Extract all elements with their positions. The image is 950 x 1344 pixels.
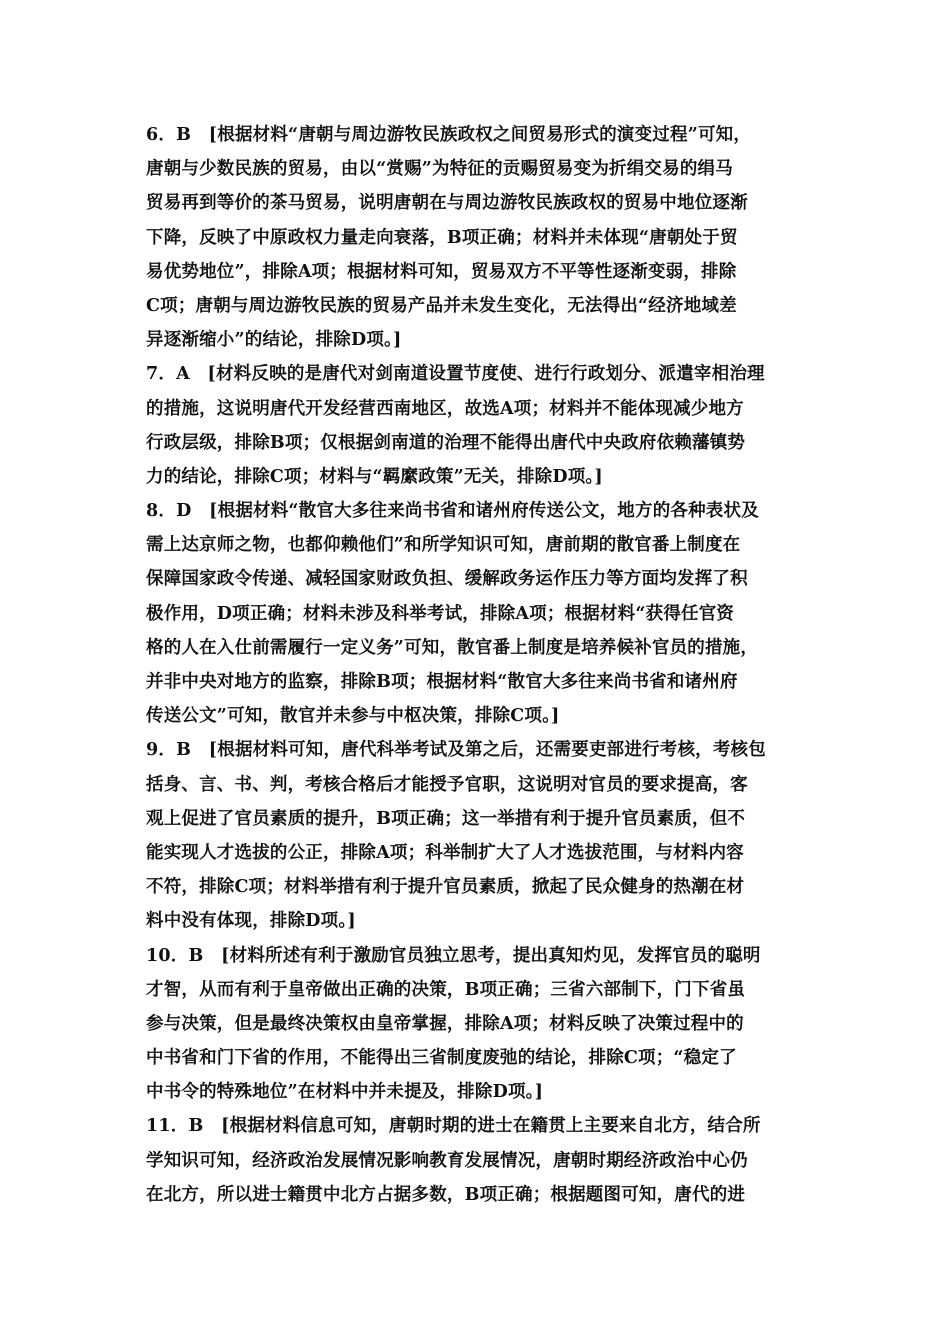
text-line: 括身、言、书、判，考核合格后才能授予官职，这说明对官员的要求提高，客 bbox=[146, 774, 748, 795]
text-line: 6．B [根据材料“唐朝与周边游牧民族政权之间贸易形式的演变过程”可知， bbox=[146, 125, 752, 145]
text-line: 并非中央对地方的监察，排除B项；根据材料“散官大多往来尚书省和诸州府 bbox=[146, 672, 738, 692]
text-line: 需上达京师之物，也都仰赖他们”和所学知识可知，唐前期的散官番上制度在 bbox=[146, 535, 741, 556]
text-line: 9．B [根据材料可知，唐代科举考试及第之后，还需要吏部进行考核，考核包 bbox=[146, 740, 766, 761]
text-line: 观上促进了官员素质的提升，B项正确；这一举措有利于提升官员素质，但不 bbox=[146, 808, 746, 829]
text-line: 7．A [材料反映的是唐代对剑南道设置节度使、进行行政划分、派遣宰相治理 bbox=[146, 364, 765, 385]
text-line: 唐朝与少数民族的贸易，由以“赏赐”为特征的贡赐贸易变为折绢交易的绢马 bbox=[146, 159, 733, 180]
answer-explanations bbox=[146, 118, 810, 1212]
text-line: 格的人在入仕前需履行一定义务”可知，散官番上制度是培养候补官员的措施， bbox=[146, 637, 759, 658]
text-line: 中书省和门下省的作用，不能得出三省制度废弛的结论，排除C项；“稳定了 bbox=[146, 1048, 737, 1069]
text-line: 学知识可知，经济政治发展情况影响教育发展情况，唐朝时期经济政治中心仍 bbox=[146, 1150, 748, 1171]
text-line: 极作用，D项正确；材料未涉及科举考试，排除A项；根据材料“获得任官资 bbox=[146, 603, 735, 624]
text-line: 料中没有体现，排除D项。] bbox=[146, 911, 356, 932]
text-line: 10．B [材料所述有利于激励官员独立思考，提出真知灼见，发挥官员的聪明 bbox=[146, 945, 761, 966]
text-line: 传送公文”可知，散官并未参与中枢决策，排除C项。] bbox=[146, 706, 560, 727]
text-line: 中书令的特殊地位”在材料中并未提及，排除D项。] bbox=[146, 1082, 544, 1103]
text-line: 易优势地位”，排除A项；根据材料可知，贸易双方不平等性逐渐变弱，排除 bbox=[146, 261, 737, 282]
text-line: 在北方，所以进士籍贯中北方占据多数，B项正确；根据题图可知，唐代的进 bbox=[146, 1184, 746, 1205]
text-line: 8．D [根据材料“散官大多往来尚书省和诸州府传送公文，地方的各种表状及 bbox=[146, 501, 759, 522]
text-line: 贸易再到等价的茶马贸易，说明唐朝在与周边游牧民族政权的贸易中地位逐渐 bbox=[146, 193, 748, 214]
text-line: 的措施，这说明唐代开发经营西南地区，故选A项；材料并不能体现减少地方 bbox=[146, 398, 744, 419]
text-line: 力的结论，排除C项；材料与“羁縻政策”无关，排除D项。] bbox=[146, 466, 603, 487]
text-line: 异逐渐缩小”的结论，排除D项。] bbox=[146, 330, 402, 351]
text-line: 参与决策，但是最终决策权由皇帝掌握，排除A项；材料反映了决策过程中的 bbox=[146, 1013, 744, 1034]
text-line: 行政层级，排除B项；仅根据剑南道的治理不能得出唐代中央政府依赖藩镇势 bbox=[146, 432, 746, 453]
text-line: 能实现人才选拔的公正，排除A项；科举制扩大了人才选拔范围，与材料内容 bbox=[146, 842, 744, 863]
text-line: 才智，从而有利于皇帝做出正确的决策，B项正确；三省六部制下，门下省虽 bbox=[146, 979, 746, 1000]
text-line: 保障国家政令传递、减轻国家财政负担、缓解政务运作压力等方面均发挥了积 bbox=[146, 569, 748, 590]
text-line: 下降，反映了中原政权力量走向衰落，B项正确；材料并未体现“唐朝处于贸 bbox=[146, 227, 738, 248]
text-line: C项；唐朝与周边游牧民族的贸易产品并未发生变化，无法得出“经济地域差 bbox=[146, 295, 737, 316]
text-line: 11．B [根据材料信息可知，唐朝时期的进士在籍贯上主要来自北方，结合所 bbox=[146, 1116, 761, 1137]
text-line: 不符，排除C项；材料举措有利于提升官员素质，掀起了民众健身的热潮在材 bbox=[146, 877, 745, 898]
